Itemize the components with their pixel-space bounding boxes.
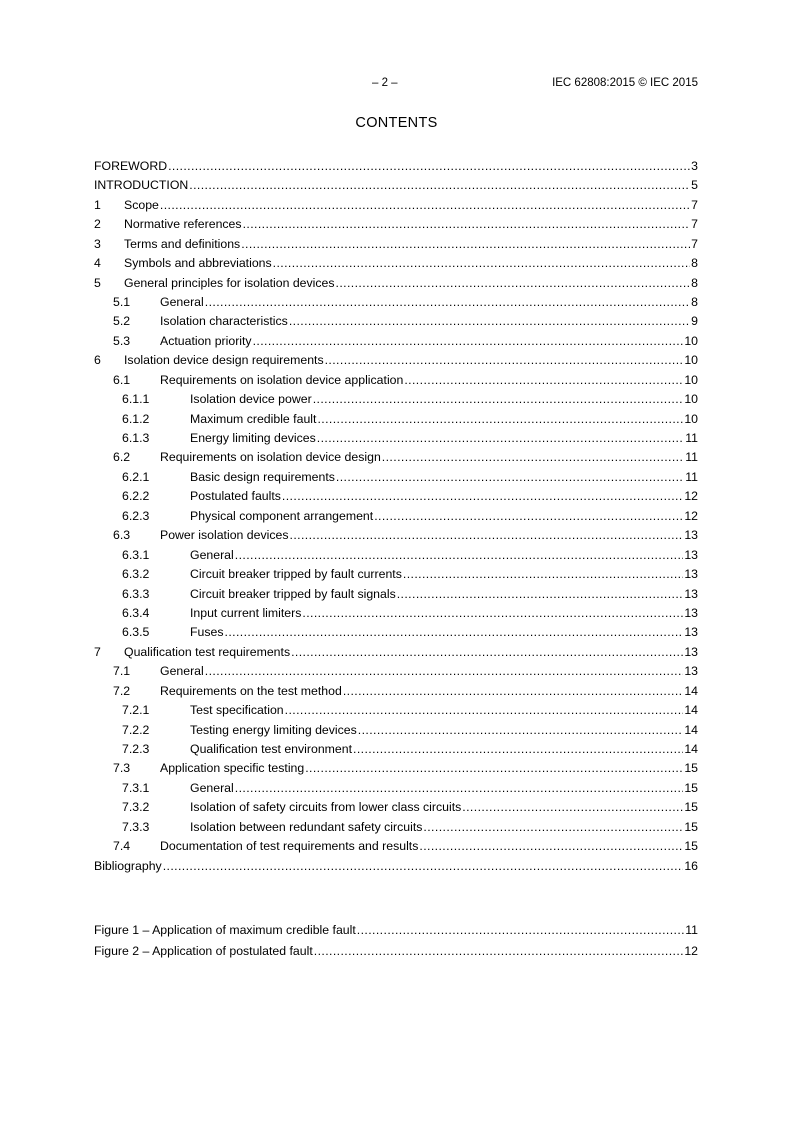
dot-leader — [272, 254, 691, 272]
toc-entry-number: 7.2.2 — [122, 722, 150, 737]
toc-entry[interactable] — [94, 429, 698, 447]
toc-entry[interactable] — [94, 546, 698, 564]
toc-entry-page: 15 — [684, 839, 698, 853]
toc-entry[interactable] — [94, 312, 698, 330]
toc-entry-title: Isolation device design requirements — [124, 353, 324, 368]
toc-entry-title: Maximum credible fault — [190, 411, 317, 426]
toc-entry-title: General — [190, 547, 234, 562]
toc-entry-title: Qualification test requirements — [124, 644, 291, 659]
toc-entry-page: 10 — [684, 333, 698, 348]
toc-entry-title: Qualification test environment — [190, 741, 352, 756]
toc-entry-page: 11 — [685, 450, 698, 465]
toc-entry-page: 11 — [685, 469, 698, 484]
toc-entry[interactable] — [94, 643, 698, 661]
toc-entry[interactable] — [94, 604, 698, 622]
toc-entry[interactable] — [94, 487, 698, 505]
dot-leader — [289, 526, 684, 544]
toc-entry[interactable] — [94, 235, 698, 253]
dot-leader — [422, 818, 683, 836]
toc-entry-title: Energy limiting devices — [190, 431, 316, 445]
toc-entry-page: 14 — [684, 703, 698, 717]
toc-entry-title: Requirements on isolation device design — [160, 450, 381, 465]
page-number: – 2 – — [372, 77, 398, 89]
toc-entry-number: 6.1.2 — [122, 411, 150, 426]
toc-entry[interactable] — [94, 410, 698, 428]
dot-leader — [234, 546, 684, 564]
toc-entry-number: 7.3.1 — [122, 780, 150, 795]
toc-entry-title: Circuit breaker tripped by fault signals — [190, 586, 396, 601]
dot-leader — [335, 274, 691, 292]
toc-entry[interactable] — [94, 565, 698, 583]
toc-entry-number: 5.1 — [113, 295, 131, 309]
toc-entry-title: Test specification — [190, 703, 284, 717]
dot-leader — [342, 682, 683, 700]
toc-entry-page: 13 — [684, 528, 698, 543]
dot-leader — [290, 643, 683, 661]
toc-entry[interactable] — [94, 176, 698, 194]
toc-entry[interactable] — [94, 818, 698, 836]
toc-entry-number: 1 — [94, 197, 101, 212]
toc-entry-page: 13 — [684, 567, 698, 581]
toc-entry[interactable] — [94, 837, 698, 855]
toc-entry-page: 8 — [691, 275, 698, 290]
dot-leader — [402, 565, 683, 583]
toc-entry-title: Circuit breaker tripped by fault currents — [190, 567, 402, 581]
toc-entry[interactable] — [94, 390, 698, 408]
dot-leader — [312, 390, 684, 408]
toc-entry[interactable] — [94, 215, 698, 233]
toc-entry[interactable] — [94, 371, 698, 389]
dot-leader — [224, 623, 684, 641]
dot-leader — [252, 332, 684, 350]
toc-entry-number: 7.2 — [113, 683, 131, 698]
dot-leader — [403, 371, 683, 389]
toc-entry-page: 15 — [684, 819, 698, 834]
toc-entry-number: 7.2.1 — [122, 703, 150, 717]
toc-entry-page: 16 — [684, 858, 698, 873]
dot-leader — [301, 604, 683, 622]
toc-entry-number: 6.3.5 — [122, 625, 150, 640]
dot-leader — [240, 235, 690, 253]
contents-title: CONTENTS — [355, 115, 438, 131]
toc-entry-number: 3 — [94, 236, 101, 251]
toc-entry-number: 7.3.2 — [122, 800, 150, 815]
toc-entry[interactable] — [94, 157, 698, 175]
toc-entry-page: 11 — [685, 431, 698, 445]
toc-entry-page: 13 — [684, 644, 698, 659]
dot-leader — [313, 942, 684, 960]
toc-entry-title: Input current limiters — [190, 605, 302, 620]
toc-entry-number: 6.3.3 — [122, 586, 150, 601]
toc-entry-page: 10 — [684, 353, 698, 368]
dot-leader — [418, 837, 683, 855]
toc-entry-number: 7.2.3 — [122, 741, 150, 756]
toc-entry-page: 9 — [691, 314, 698, 329]
toc-entry-number: 6.3.4 — [122, 605, 150, 620]
toc-entry-page: 12 — [684, 489, 698, 504]
toc-entry-title: Scope — [124, 197, 159, 212]
toc-entry[interactable] — [94, 196, 698, 214]
toc-entry-page: 15 — [684, 780, 698, 795]
toc-entry[interactable] — [94, 623, 698, 641]
toc-entry-title: Documentation of test requirements and results — [160, 839, 419, 853]
dot-leader — [288, 312, 690, 330]
toc-entry-number: 7 — [94, 644, 101, 659]
toc-entry-title: Normative references — [124, 217, 242, 232]
dot-leader — [352, 740, 683, 758]
toc-entry-title: FOREWORD — [94, 159, 168, 173]
toc-entry[interactable] — [94, 701, 698, 719]
toc-entry-number: 5.2 — [113, 314, 131, 329]
toc-entry-number: 6.3.2 — [122, 567, 150, 581]
toc-entry[interactable] — [94, 526, 698, 544]
toc-entry[interactable] — [94, 857, 698, 875]
toc-entry-page: 13 — [684, 586, 698, 601]
dot-leader — [461, 798, 683, 816]
figure-entry-title: Figure 2 – Application of postulated fault — [94, 944, 313, 958]
figure-entry[interactable] — [94, 942, 698, 960]
toc-entry-page: 8 — [691, 295, 698, 309]
toc-entry-title: Physical component arrangement — [190, 508, 374, 523]
toc-entry-title: Isolation of safety circuits from lower class circuits — [190, 800, 462, 815]
toc-entry-page: 14 — [684, 722, 698, 737]
dot-leader — [281, 487, 683, 505]
toc-entry-title: Actuation priority — [160, 333, 252, 348]
toc-entry-title: Bibliography — [94, 858, 162, 873]
toc-entry-page: 7 — [691, 197, 698, 212]
toc-entry-number: 6.3.1 — [122, 547, 150, 562]
toc-entry-title: Isolation characteristics — [160, 314, 288, 329]
toc-entry[interactable] — [94, 254, 698, 272]
toc-entry-page: 13 — [684, 625, 698, 640]
toc-entry-page: 13 — [684, 547, 698, 562]
toc-entry[interactable] — [94, 448, 698, 466]
toc-entry-number: 6.1 — [113, 372, 131, 387]
toc-entry-number: 6 — [94, 353, 101, 368]
toc-entry-number: 7.1 — [113, 664, 131, 679]
toc-entry[interactable] — [94, 274, 698, 292]
toc-entry-page: 12 — [684, 508, 698, 523]
toc-entry-number: 7.3.3 — [122, 819, 150, 834]
toc-entry[interactable] — [94, 682, 698, 700]
toc-entry-title: Terms and definitions — [124, 236, 241, 251]
toc-entry-page: 7 — [691, 236, 698, 251]
dot-leader — [396, 585, 684, 603]
dot-leader — [167, 157, 690, 175]
figure-entry-page: 12 — [684, 944, 698, 958]
toc-entry-title: Requirements on the test method — [160, 683, 342, 698]
dot-leader — [204, 293, 690, 311]
toc-entry-title: Isolation device power — [190, 392, 312, 407]
toc-entry-page: 7 — [691, 217, 698, 232]
toc-entry-title: Basic design requirements — [190, 469, 335, 484]
toc-entry-page: 10 — [684, 392, 698, 407]
toc-entry-title: General — [160, 295, 204, 309]
toc-entry-title: INTRODUCTION — [94, 178, 189, 193]
toc-entry-number: 6.2.2 — [122, 489, 150, 504]
toc-entry-number: 6.1.3 — [122, 431, 150, 445]
toc-entry[interactable] — [94, 740, 698, 758]
toc-entry-page: 3 — [691, 159, 698, 173]
toc-entry-title: Fuses — [190, 625, 224, 640]
toc-entry-page: 8 — [691, 256, 698, 271]
toc-entry[interactable] — [94, 351, 698, 369]
toc-entry[interactable] — [94, 662, 698, 680]
figure-entry-title: Figure 1 – Application of maximum credible fault — [94, 923, 356, 937]
toc-entry[interactable] — [94, 585, 698, 603]
toc-entry-title: Power isolation devices — [160, 528, 289, 543]
dot-leader — [204, 662, 684, 680]
toc-entry-number: 7.3 — [113, 761, 131, 776]
toc-entry-page: 10 — [684, 372, 698, 387]
dot-leader — [316, 429, 684, 447]
toc-entry-title: Symbols and abbreviations — [124, 256, 272, 271]
toc-entry-page: 13 — [684, 664, 698, 679]
toc-entry[interactable] — [94, 507, 698, 525]
figure-entry-page: 11 — [685, 923, 698, 937]
toc-entry-page: 10 — [684, 411, 698, 426]
toc-entry-title: General principles for isolation devices — [124, 275, 335, 290]
dot-leader — [234, 779, 684, 797]
toc-entry[interactable] — [94, 293, 698, 311]
toc-entry[interactable] — [94, 468, 698, 486]
toc-entry-title: Requirements on isolation device application — [160, 372, 404, 387]
toc-entry[interactable] — [94, 759, 698, 777]
toc-entry-page: 14 — [684, 683, 698, 698]
toc-entry-number: 7.4 — [113, 839, 131, 853]
toc-entry-title: Application specific testing — [160, 761, 305, 776]
dot-leader — [188, 176, 690, 194]
toc-entry-number: 5.3 — [113, 333, 131, 348]
dot-leader — [242, 215, 691, 233]
dot-leader — [381, 448, 684, 466]
toc-entry-number: 6.2.3 — [122, 508, 150, 523]
dot-leader — [335, 468, 684, 486]
figure-entry[interactable] — [94, 921, 698, 939]
dot-leader — [162, 857, 684, 875]
toc-entry-number: 5 — [94, 275, 101, 290]
toc-entry-title: Testing energy limiting devices — [190, 722, 357, 737]
toc-entry[interactable] — [94, 721, 698, 739]
toc-entry[interactable] — [94, 332, 698, 350]
dot-leader — [324, 351, 684, 369]
toc-entry-number: 6.2 — [113, 450, 131, 465]
toc-entry-page: 15 — [684, 761, 698, 776]
toc-entry-title: General — [160, 664, 204, 679]
dot-leader — [373, 507, 683, 525]
toc-entry-title: General — [190, 780, 234, 795]
toc-entry-title: Isolation between redundant safety circuits — [190, 819, 423, 834]
toc-entry-number: 6.1.1 — [122, 392, 150, 407]
document-identifier: IEC 62808:2015 © IEC 2015 — [552, 77, 698, 89]
toc-entry-number: 2 — [94, 217, 101, 232]
dot-leader — [357, 721, 684, 739]
dot-leader — [356, 921, 684, 939]
toc-entry-number: 6.3 — [113, 528, 131, 543]
toc-entry-number: 4 — [94, 256, 101, 271]
dot-leader — [159, 196, 690, 214]
toc-entry-page: 5 — [691, 178, 698, 193]
toc-entry[interactable] — [94, 779, 698, 797]
toc-entry-number: 6.2.1 — [122, 469, 150, 484]
toc-entry[interactable] — [94, 798, 698, 816]
dot-leader — [304, 759, 683, 777]
toc-entry-page: 15 — [684, 800, 698, 815]
toc-entry-title: Postulated faults — [190, 489, 281, 504]
dot-leader — [316, 410, 683, 428]
toc-entry-page: 14 — [684, 741, 698, 756]
toc-entry-page: 13 — [684, 605, 698, 620]
page-header — [0, 77, 793, 93]
dot-leader — [284, 701, 684, 719]
